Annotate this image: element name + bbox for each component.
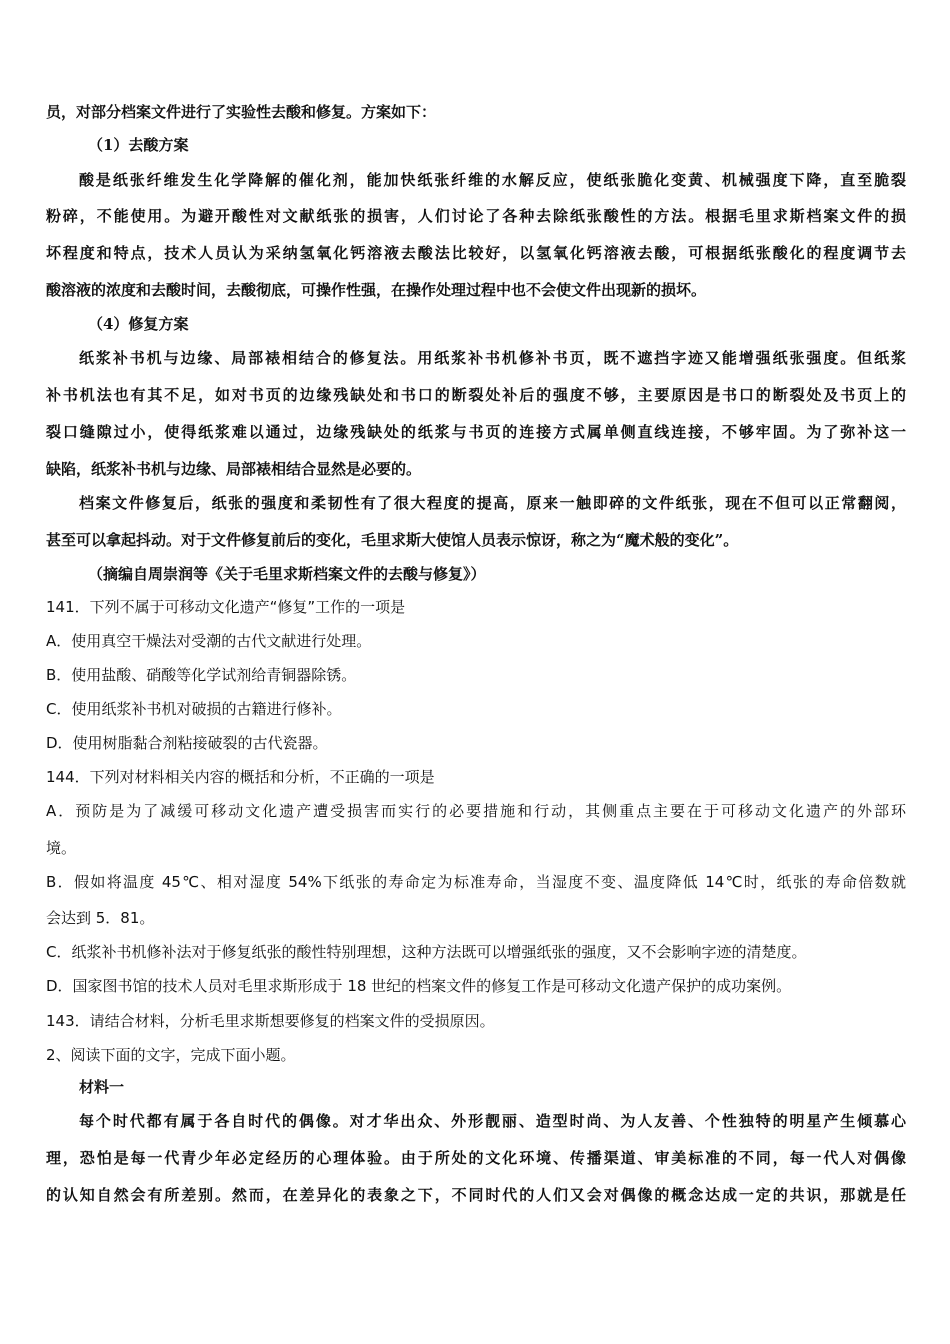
text-line: 理，恐怕是每一代青少年必定经历的心理体验。由于所处的文化环境、传播渠道、审美标准的不同，每一代人对偶像	[46, 1149, 906, 1167]
option-b: B．假如将温度 45℃、相对湿度 54%下纸张的寿命定为标准寿命，当湿度不变、温度降低 14℃时，纸张的寿命倍数就	[46, 873, 906, 891]
section-heading: （4）修复方案	[88, 315, 189, 333]
material-heading: 材料一	[79, 1078, 125, 1096]
text-line: 裂口缝隙过小，使得纸浆难以通过，边缘残缺处的纸浆与书页的连接方式属单侧直线连接，不够牢固。为了弥补这一	[46, 423, 906, 441]
section-heading: （1）去酸方案	[88, 136, 189, 154]
text-line: 粉碎，不能使用。为避开酸性对文献纸张的损害，人们讨论了各种去除纸张酸性的方法。根据毛里求斯档案文件的损	[46, 207, 906, 225]
text-line: 酸是纸张纤维发生化学降解的催化剂，能加快纸张纤维的水解反应，使纸张脆化变黄、机械强度下降，直至脆裂	[79, 171, 906, 189]
reading-instruction: 2、阅读下面的文字，完成下面小题。	[46, 1046, 296, 1064]
option-b-cont: 会达到 5．81。	[46, 909, 155, 927]
text-line: 缺陷，纸浆补书机与边缘、局部裱相结合显然是必要的。	[46, 460, 422, 478]
text-line: 档案文件修复后，纸张的强度和柔韧性有了很大程度的提高，原来一触即碎的文件纸张，现在不但可以正常翻阅，	[79, 494, 906, 512]
question-141: 141．下列不属于可移动文化遗产“修复”工作的一项是	[46, 598, 406, 616]
text-line: 每个时代都有属于各自时代的偶像。对才华出众、外形靓丽、造型时尚、为人友善、个性独特的明星产生倾慕心	[79, 1112, 906, 1130]
option-c: C．纸浆补书机修补法对于修复纸张的酸性特别理想，这种方法既可以增强纸张的强度，又不会影响字迹的清楚度。	[46, 943, 807, 961]
text-line: 补书机法也有其不足，如对书页的边缘残缺处和书口的断裂处补后的强度不够，主要原因是书口的断裂处及书页上的	[46, 386, 906, 404]
text-line: 甚至可以拿起抖动。对于文件修复前后的变化，毛里求斯大使馆人员表示惊讶，称之为“魔术般的变化”。	[46, 531, 739, 549]
question-143: 143．请结合材料，分析毛里求斯想要修复的档案文件的受损原因。	[46, 1012, 495, 1030]
option-d: D．国家图书馆的技术人员对毛里求斯形成于 18 世纪的档案文件的修复工作是可移动文化遗产保护的成功案例。	[46, 977, 792, 995]
option-a-cont: 境。	[46, 839, 77, 857]
text-line: 的认知自然会有所差别。然而，在差异化的表象之下，不同时代的人们又会对偶像的概念达成一定的共识，那就是任	[46, 1186, 906, 1204]
option-a: A．使用真空干燥法对受潮的古代文献进行处理。	[46, 632, 372, 650]
text-line: 纸浆补书机与边缘、局部裱相结合的修复法。用纸浆补书机修补书页，既不遮挡字迹又能增强纸张强度。但纸浆	[79, 349, 906, 367]
text-line: 坏程度和特点，技术人员认为采纳氢氧化钙溶液去酸法比较好，以氢氧化钙溶液去酸，可根据纸张酸化的程度调节去	[46, 244, 906, 262]
question-144: 144．下列对材料相关内容的概括和分析，不正确的一项是	[46, 768, 435, 786]
text-line: 酸溶液的浓度和去酸时间，去酸彻底，可操作性强，在操作处理过程中也不会使文件出现新的损坏。	[46, 281, 707, 299]
option-c: C．使用纸浆补书机对破损的古籍进行修补。	[46, 700, 342, 718]
source-citation: （摘编自周崇润等《关于毛里求斯档案文件的去酸与修复》）	[88, 565, 486, 583]
option-b: B．使用盐酸、硝酸等化学试剂给青铜器除锈。	[46, 666, 357, 684]
text-line: 员，对部分档案文件进行了实验性去酸和修复。方案如下：	[46, 103, 437, 121]
option-d: D．使用树脂黏合剂粘接破裂的古代瓷器。	[46, 734, 328, 752]
option-a: A．预防是为了减缓可移动文化遗产遭受损害而实行的必要措施和行动，其侧重点主要在于可移动文化遗产的外部环	[46, 802, 906, 820]
